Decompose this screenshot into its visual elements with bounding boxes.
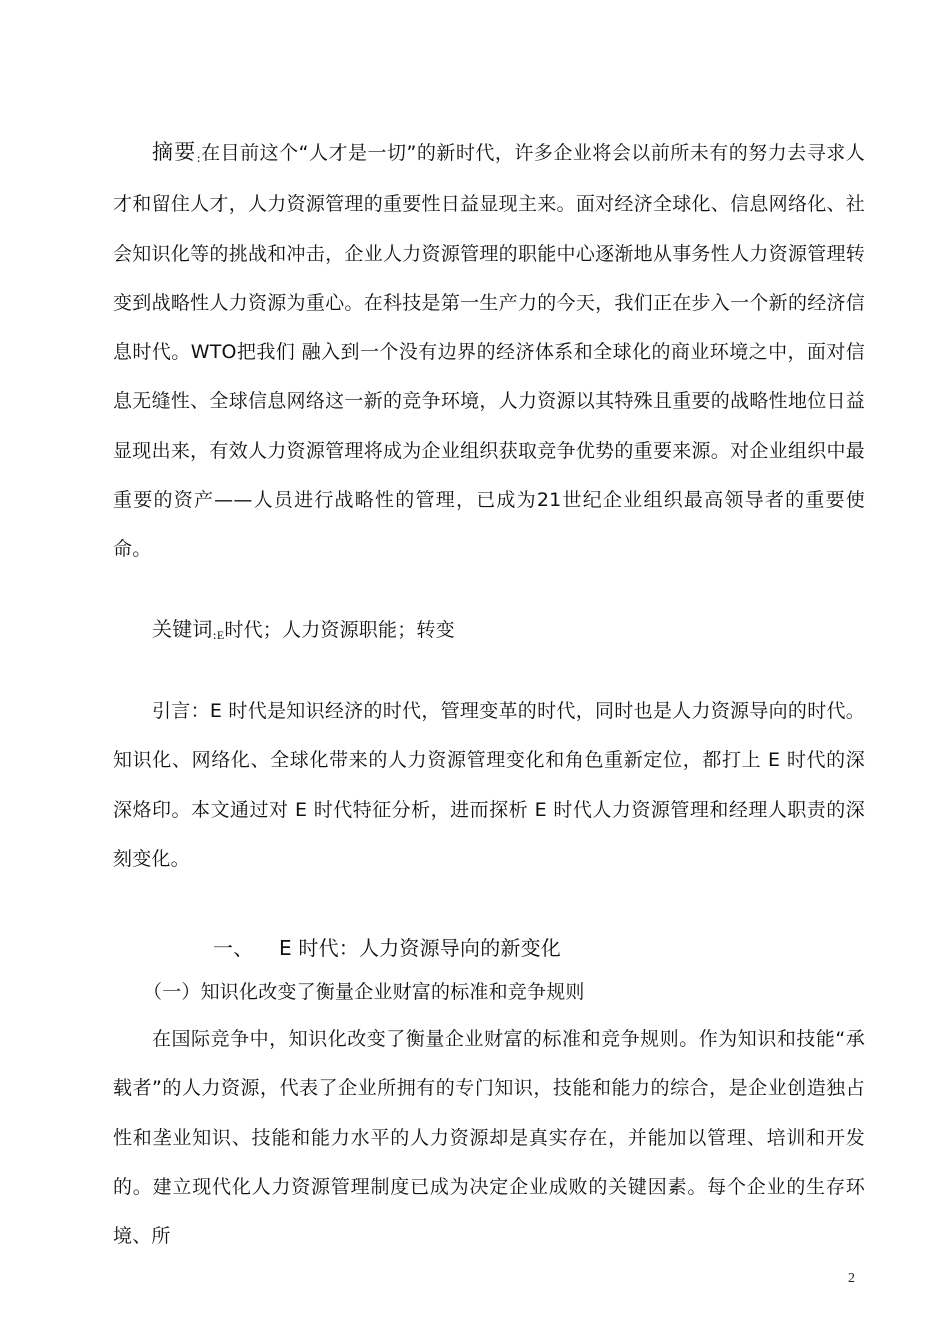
page-number: 2 [848,1271,855,1286]
section-number: 一、 [213,936,254,961]
keywords-e-letter: E [216,627,225,642]
body-paragraph: 在国际竞争中，知识化改变了衡量企业财富的标准和竞争规则。作为知识和技能“承载者”的人力资源，代表了企业所拥有的专门知识，技能和能力的综合，是企业创造独占性和垄业知识、技能和能力水平的人力资源却是真实存在，并能加以管理、培训和开发的。建立现代化人力资源管理制度已成为决定企业成败的关键因素。每个企业的生存环境、所 [113,1028,865,1248]
page-content [113,128,865,1262]
keywords-text: 时代；人力资源职能；转变 [224,618,455,641]
abstract-paragraph [113,128,865,575]
keywords-paragraph [113,605,865,657]
abstract-text: 在目前这个“人才是一切”的新时代，许多企业将会以前所未有的努力去寻求人才和留住人才，人力资源管理的重要性日益显现主来。面对经济全球化、信息网络化、社会知识化等的挑战和冲击，企业人力资源管理的职能中心逐渐地从事务性人力资源管理转变到战略性人力资源为重心。在科技是第一生产力的今天，我们正在步入一个新的经济信息时代。WTO把我们 融入到一个没有边界的经济体系和全球化的商业环境之中，面对信息无缝性、全球信息网络这一新的竞争环境，人力资源以其特殊且重要的战略性地位日益显现出来，有效人力资源管理将成为企业组织获取竞争优势的重要来源。对企业组织中最重要的资产——人员进行战略性的管理，已成为21世纪企业组织最高领导者的重要使命。 [113,142,865,561]
section-heading [113,928,865,968]
abstract-colon: : [196,151,201,165]
keywords-colon: : [212,627,217,642]
keywords-label: 关键词 [152,616,213,641]
section-title: E 时代：人力资源导向的新变化 [279,936,561,961]
intro-paragraph: 引言：E 时代是知识经济的时代，管理变革的时代，同时也是人力资源导向的时代。知识化、网络化、全球化带来的人力资源管理变化和角色重新定位，都打上 E 时代的深深烙印。本文通过对 E 时代特征分析，进而探析 E 时代人力资源管理和经理人职责的深刻变化。 [113,699,865,870]
subsection-heading: （一）知识化改变了衡量企业财富的标准和竞争规则 [143,981,585,1004]
abstract-label: 摘要 [152,140,197,164]
